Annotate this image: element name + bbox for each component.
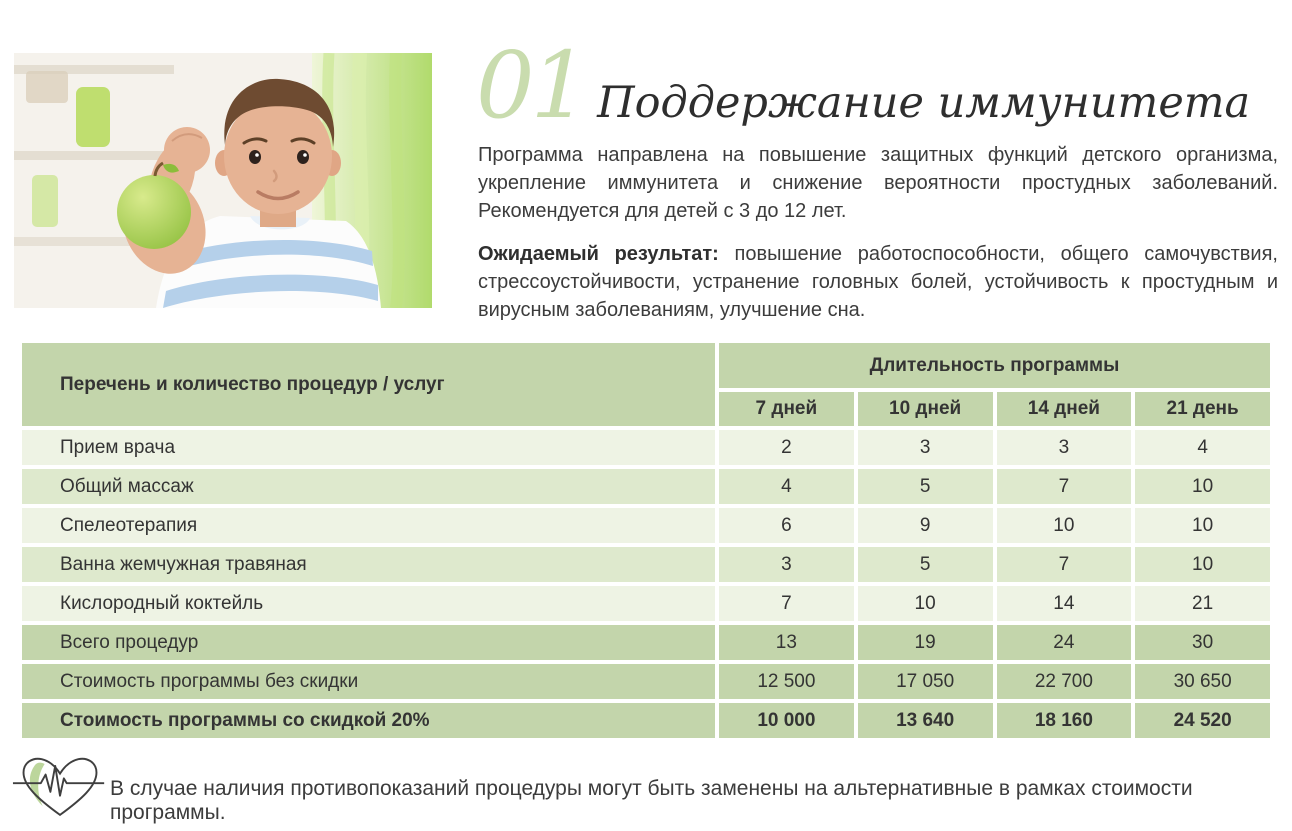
child-photo-illustration: [14, 53, 432, 308]
service-value-cell: 10: [997, 508, 1132, 543]
page-title: Поддержание иммунитета: [597, 78, 1251, 128]
service-value-cell: 7: [719, 586, 854, 621]
service-value-cell: 18 160: [997, 703, 1132, 738]
page-heading: [476, 32, 1251, 139]
expected-result-label: Ожидаемый результат:: [478, 243, 719, 265]
service-row-label: Спелеотерапия: [22, 508, 715, 543]
service-value-cell: 9: [858, 508, 993, 543]
service-row-label: Стоимость программы со скидкой 20%: [22, 703, 715, 738]
service-value-cell: 17 050: [858, 664, 993, 699]
service-value-cell: 10: [1135, 508, 1270, 543]
service-row-label: Прием врача: [22, 430, 715, 465]
service-value-cell: 24: [997, 625, 1132, 660]
service-value-cell: 7: [997, 469, 1132, 504]
intro-paragraph: Программа направлена на повышение защитных функций детского организма, укрепление иммунитета и снижение вероятности простудных заболеваний. Рекомендуется для детей с 3 до 12 лет.: [478, 144, 1278, 222]
service-value-cell: 2: [719, 430, 854, 465]
service-value-cell: 4: [1135, 430, 1270, 465]
service-value-cell: 10 000: [719, 703, 854, 738]
service-value-cell: 30: [1135, 625, 1270, 660]
footnote-text: В случае наличия противопоказаний процедуры могут быть заменены на альтернативные в рамках стоимости программы.: [110, 777, 1193, 824]
service-value-cell: 22 700: [997, 664, 1132, 699]
service-value-cell: 7: [997, 547, 1132, 582]
service-value-cell: 12 500: [719, 664, 854, 699]
service-value-cell: 30 650: [1135, 664, 1270, 699]
duration-header-cell: Длительность программы: [719, 343, 1270, 388]
duration-column-header: 10 дней: [858, 392, 993, 426]
program-table: [22, 343, 1270, 738]
service-value-cell: 10: [1135, 469, 1270, 504]
service-row-label: Всего процедур: [22, 625, 715, 660]
duration-column-header: 7 дней: [719, 392, 854, 426]
expected-result-paragraph: [478, 240, 1278, 324]
child-with-apple-photo: [14, 53, 432, 308]
service-value-cell: 3: [719, 547, 854, 582]
service-value-cell: 13 640: [858, 703, 993, 738]
service-value-cell: 3: [997, 430, 1132, 465]
duration-column-header: 14 дней: [997, 392, 1132, 426]
service-value-cell: 14: [997, 586, 1132, 621]
service-value-cell: 24 520: [1135, 703, 1270, 738]
services-header-cell: Перечень и количество процедур / услуг: [22, 343, 715, 426]
service-value-cell: 3: [858, 430, 993, 465]
service-value-cell: 6: [719, 508, 854, 543]
section-number: 01: [476, 32, 586, 139]
service-row-label: Стоимость программы без скидки: [22, 664, 715, 699]
service-value-cell: 4: [719, 469, 854, 504]
service-value-cell: 10: [858, 586, 993, 621]
duration-column-header: 21 день: [1135, 392, 1270, 426]
expected-result-text: повышение работоспособности, общего самочувствия, стрессоустойчивости, устранение головных болей, устойчивость к простудным и вирусным заболеваниям, улучшение сна.: [478, 243, 1278, 321]
service-value-cell: 5: [858, 547, 993, 582]
service-value-cell: 5: [858, 469, 993, 504]
service-row-label: Ванна жемчужная травяная: [22, 547, 715, 582]
service-value-cell: 21: [1135, 586, 1270, 621]
service-row-label: Общий массаж: [22, 469, 715, 504]
service-value-cell: 19: [858, 625, 993, 660]
service-value-cell: 13: [719, 625, 854, 660]
heart-pulse-icon: [12, 753, 108, 828]
service-row-label: Кислородный коктейль: [22, 586, 715, 621]
service-value-cell: 10: [1135, 547, 1270, 582]
